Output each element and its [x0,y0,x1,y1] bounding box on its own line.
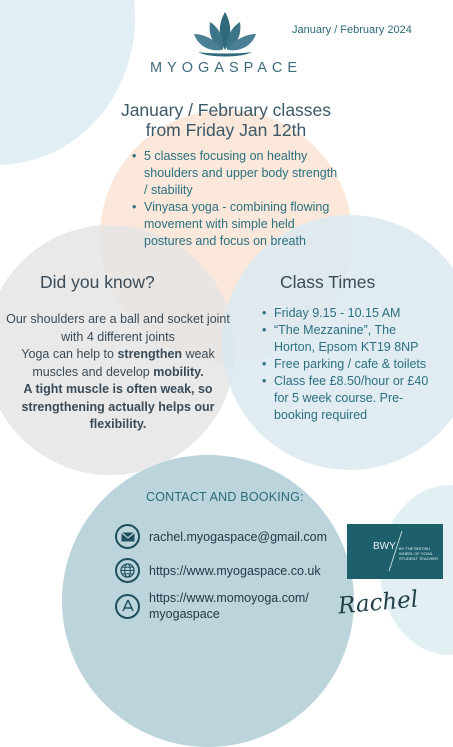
intro-bullet: • Vinyasa yoga - combining flowing movement with simple held postures and focus on breath [130,199,340,250]
did-you-know-title: Did you know? [40,272,155,292]
headline-line2: from Friday Jan 12th [145,120,307,140]
did-you-know-body [2,311,234,434]
did-you-know-p1: Our shoulders are a ball and socket joint with 4 different joints [6,312,230,344]
envelope-icon [115,524,140,549]
class-times-item: • “The Mezzanine”, The Horton, Epsom KT19 8NP [262,322,432,356]
did-you-know-p2-bold: mobility. [153,364,204,379]
contact-website-row[interactable] [115,558,321,583]
contact-booking-row[interactable] [115,590,309,622]
date-label: January / February 2024 [292,24,412,36]
signature: Rachel [337,586,420,620]
class-times-item: • Class fee £8.50/hour or £40 for 5 week course. Pre-booking required [262,373,432,424]
class-times-item: • Free parking / cafe & toilets [262,356,432,373]
decor-circle-top-left [0,0,135,165]
headline-line1: January / February classes [120,100,332,120]
lotus-logo-icon [188,8,262,62]
contact-booking-line1: https://www.momoyoga.com/ [149,591,309,605]
class-times-list [262,305,432,424]
did-you-know-p2 [2,346,234,381]
bwy-badge-small: BY THE BRITISH WHEEL OF YOGA STUDENT TEACHER [399,546,438,561]
contact-website-link[interactable]: https://www.myogaspace.co.uk [149,563,321,578]
contact-email-link[interactable]: rachel.myogaspace@gmail.com [149,529,328,544]
did-you-know-p2-text: Yoga can help to [21,347,118,361]
contact-booking-line2: myogaspace [149,607,220,621]
did-you-know-p2-bold: strengthen [117,347,183,361]
bwy-badge-big: BWY [373,541,396,552]
class-times-title: Class Times [280,272,376,292]
brand-name: MYOGASPACE [149,60,303,76]
class-times-item: • Friday 9.15 - 10.15 AM [262,305,432,322]
did-you-know-p3-bold: A tight muscle is often weak, so strengthening actually helps our flexibility. [21,382,215,431]
intro-bullet: • 5 classes focusing on healthy shoulders and upper body strength / stability [130,148,340,199]
contact-booking-link[interactable] [149,590,309,622]
contact-email-row[interactable] [115,524,327,549]
headline [70,100,382,140]
app-store-icon [115,594,140,619]
globe-icon [115,558,140,583]
bwy-badge [347,524,443,579]
contact-title: CONTACT AND BOOKING: [146,490,304,504]
did-you-know-p2-text: weak muscles and develop [32,347,215,379]
did-you-know-p3 [2,381,234,434]
intro-bullet-list [130,148,340,250]
